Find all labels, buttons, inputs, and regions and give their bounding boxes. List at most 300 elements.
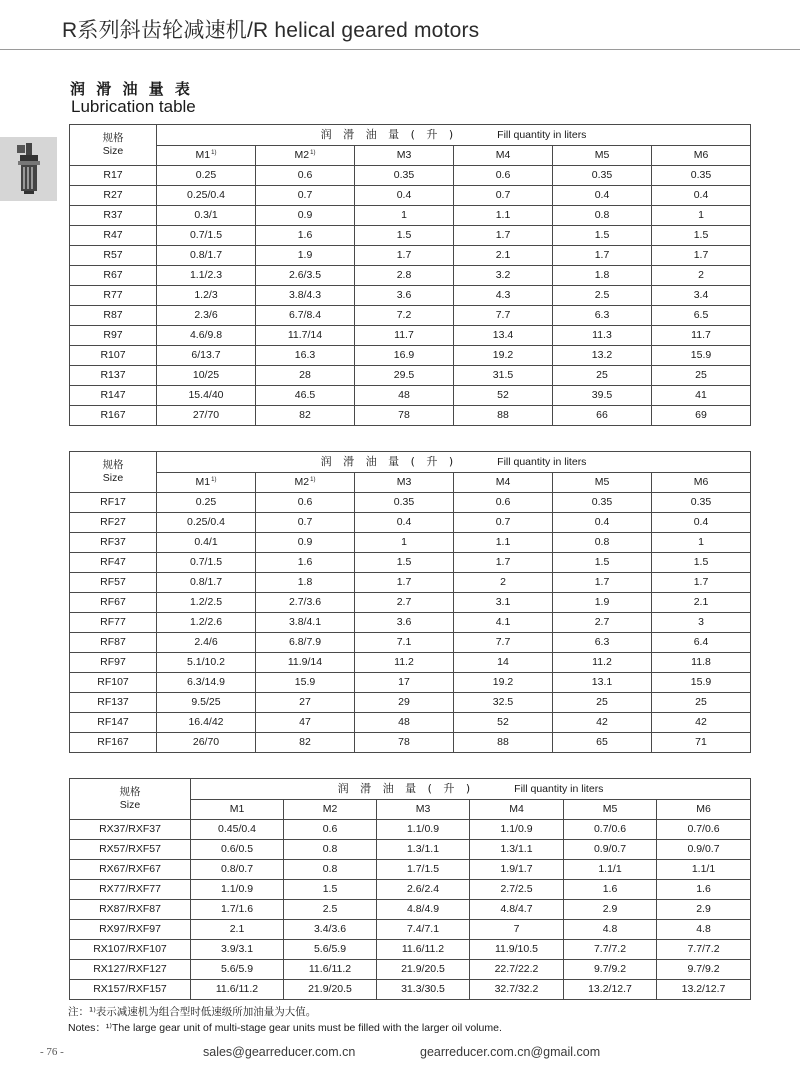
quantity-cell: 1.7 [355, 246, 454, 266]
quantity-cell: 7.7 [454, 306, 553, 326]
table-row [70, 860, 751, 880]
quantity-cell: 16.9 [355, 346, 454, 366]
quantity-cell: 0.4 [652, 513, 751, 533]
col-header-m2: M2 [284, 800, 377, 820]
lubrication-table-r [69, 124, 751, 426]
quantity-cell: 27 [256, 693, 355, 713]
quantity-cell: 0.35 [355, 166, 454, 186]
quantity-cell: 27/70 [157, 406, 256, 426]
quantity-cell: 1 [652, 206, 751, 226]
quantity-cell: 15.9 [256, 673, 355, 693]
col-header-m6: M6 [652, 473, 751, 493]
col-header-m1: M1$^{1)}$ [157, 146, 256, 166]
quantity-cell: 52 [454, 386, 553, 406]
col-header-m6: M6 [652, 146, 751, 166]
size-cell: R107 [70, 346, 157, 366]
quantity-cell: 1.7 [652, 573, 751, 593]
quantity-cell: 13.4 [454, 326, 553, 346]
col-header-m4: M4 [454, 473, 553, 493]
col-header-m5: M5 [553, 473, 652, 493]
quantity-cell: 7.7/7.2 [564, 940, 657, 960]
size-cell: RF37 [70, 533, 157, 553]
col-header-m4: M4 [470, 800, 564, 820]
quantity-cell: 71 [652, 733, 751, 753]
quantity-cell: 1.8 [256, 573, 355, 593]
quantity-cell: 1.2/2.5 [157, 593, 256, 613]
quantity-cell: 4.1 [454, 613, 553, 633]
quantity-cell: 2.4/6 [157, 633, 256, 653]
table-row [70, 286, 751, 306]
col-header-m5: M5 [553, 146, 652, 166]
quantity-cell: 4.8/4.7 [470, 900, 564, 920]
quantity-cell: 1.1/0.9 [470, 820, 564, 840]
quantity-cell: 1.3/1.1 [470, 840, 564, 860]
section-title-en: Lubrication table [71, 97, 196, 116]
col-header-m1: M1 [191, 800, 284, 820]
quantity-cell: 11.9/14 [256, 653, 355, 673]
quantity-cell: 1.9 [256, 246, 355, 266]
quantity-cell: 16.3 [256, 346, 355, 366]
quantity-cell: 3.8/4.3 [256, 286, 355, 306]
quantity-cell: 0.8/1.7 [157, 246, 256, 266]
quantity-cell: 1.5 [652, 553, 751, 573]
quantity-cell: 0.9/0.7 [657, 840, 751, 860]
quantity-cell: 0.6 [454, 493, 553, 513]
size-cell: RF97 [70, 653, 157, 673]
quantity-cell: 11.6/11.2 [284, 960, 377, 980]
table-row [70, 593, 751, 613]
quantity-cell: 0.4 [355, 186, 454, 206]
quantity-cell: 0.4/1 [157, 533, 256, 553]
table-row [70, 346, 751, 366]
quantity-cell: 9.7/9.2 [564, 960, 657, 980]
quantity-cell: 2.9 [564, 900, 657, 920]
quantity-cell: 78 [355, 406, 454, 426]
quantity-cell: 2.1 [652, 593, 751, 613]
table-row [70, 920, 751, 940]
quantity-cell: 6.3 [553, 306, 652, 326]
quantity-cell: 7.4/7.1 [377, 920, 470, 940]
quantity-cell: 0.6 [256, 493, 355, 513]
table-row [70, 166, 751, 186]
header-divider [0, 49, 800, 50]
table-row [70, 366, 751, 386]
footnote-en: Notes：¹⁾The large gear unit of multi-stage gear units must be filled with the larger oil volume. [68, 1022, 502, 1034]
quantity-cell: 19.2 [454, 673, 553, 693]
size-header: 规格 Size [70, 452, 157, 493]
quantity-cell: 10/25 [157, 366, 256, 386]
quantity-cell: 1.2/3 [157, 286, 256, 306]
quantity-cell: 0.7/0.6 [564, 820, 657, 840]
quantity-cell: 0.7 [256, 513, 355, 533]
quantity-cell: 9.7/9.2 [657, 960, 751, 980]
quantity-cell: 15.4/40 [157, 386, 256, 406]
quantity-cell: 7.7 [454, 633, 553, 653]
size-cell: RX97/RXF97 [70, 920, 191, 940]
table-row [70, 246, 751, 266]
quantity-cell: 3.8/4.1 [256, 613, 355, 633]
quantity-cell: 52 [454, 713, 553, 733]
quantity-cell: 11.2 [553, 653, 652, 673]
footnote-cn: 注：¹⁾表示减速机为组合型时低速级所加油量为大值。 [68, 1006, 317, 1018]
quantity-cell: 0.25 [157, 166, 256, 186]
quantity-cell: 13.2/12.7 [564, 980, 657, 1000]
quantity-cell: 6.4 [652, 633, 751, 653]
quantity-cell: 19.2 [454, 346, 553, 366]
quantity-cell: 39.5 [553, 386, 652, 406]
quantity-cell: 5.1/10.2 [157, 653, 256, 673]
col-header-m1: M1$^{1)}$ [157, 473, 256, 493]
quantity-cell: 11.7 [652, 326, 751, 346]
quantity-cell: 1.7 [355, 573, 454, 593]
quantity-cell: 0.9/0.7 [564, 840, 657, 860]
quantity-cell: 5.6/5.9 [191, 960, 284, 980]
quantity-cell: 15.9 [652, 346, 751, 366]
quantity-cell: 0.25 [157, 493, 256, 513]
col-header-m4: M4 [454, 146, 553, 166]
col-header-m2: M2$^{1)}$ [256, 146, 355, 166]
quantity-cell: 2.6/3.5 [256, 266, 355, 286]
size-cell: R47 [70, 226, 157, 246]
size-cell: R137 [70, 366, 157, 386]
quantity-cell: 1 [652, 533, 751, 553]
quantity-cell: 3.4 [652, 286, 751, 306]
quantity-cell: 82 [256, 733, 355, 753]
quantity-cell: 3.4/3.6 [284, 920, 377, 940]
quantity-cell: 3.9/3.1 [191, 940, 284, 960]
table-row [70, 406, 751, 426]
quantity-cell: 2.1 [454, 246, 553, 266]
side-tab [0, 137, 57, 201]
quantity-cell: 1.1 [454, 533, 553, 553]
size-cell: RF27 [70, 513, 157, 533]
quantity-cell: 1 [355, 206, 454, 226]
quantity-cell: 0.7/1.5 [157, 226, 256, 246]
table-row [70, 386, 751, 406]
quantity-cell: 6.7/8.4 [256, 306, 355, 326]
table-row [70, 713, 751, 733]
quantity-cell: 0.25/0.4 [157, 513, 256, 533]
quantity-cell: 0.3/1 [157, 206, 256, 226]
page-header-title: R系列斜齿轮减速机/R helical geared motors [62, 19, 480, 42]
size-cell: RF47 [70, 553, 157, 573]
quantity-cell: 0.8 [553, 206, 652, 226]
table-row [70, 493, 751, 513]
size-cell: R67 [70, 266, 157, 286]
fill-quantity-header: 润 滑 油 量 ( 升 ) Fill quantity in liters [157, 125, 751, 146]
quantity-cell: 0.35 [652, 166, 751, 186]
quantity-cell: 26/70 [157, 733, 256, 753]
quantity-cell: 1.1/2.3 [157, 266, 256, 286]
quantity-cell: 1.7 [553, 246, 652, 266]
quantity-cell: 41 [652, 386, 751, 406]
quantity-cell: 25 [553, 366, 652, 386]
page-number: - 76 - [40, 1046, 64, 1058]
quantity-cell: 1.6 [256, 226, 355, 246]
size-cell: RX157/RXF157 [70, 980, 191, 1000]
quantity-cell: 11.7/14 [256, 326, 355, 346]
size-cell: R37 [70, 206, 157, 226]
quantity-cell: 1.7 [454, 553, 553, 573]
size-cell: RF137 [70, 693, 157, 713]
quantity-cell: 0.6 [284, 820, 377, 840]
quantity-cell: 1.9/1.7 [470, 860, 564, 880]
contact-email[interactable]: sales@gearreducer.com.cn [203, 1045, 356, 1059]
size-cell: R147 [70, 386, 157, 406]
quantity-cell: 3.1 [454, 593, 553, 613]
size-cell: RX77/RXF77 [70, 880, 191, 900]
size-cell: R57 [70, 246, 157, 266]
quantity-cell: 1.1/1 [564, 860, 657, 880]
table-row [70, 820, 751, 840]
quantity-cell: 48 [355, 713, 454, 733]
table-row [70, 226, 751, 246]
quantity-cell: 2.7/2.5 [470, 880, 564, 900]
quantity-cell: 7.7/7.2 [657, 940, 751, 960]
quantity-cell: 0.7 [256, 186, 355, 206]
size-cell: R17 [70, 166, 157, 186]
quantity-cell: 1.1/0.9 [377, 820, 470, 840]
quantity-cell: 0.35 [553, 166, 652, 186]
quantity-cell: 66 [553, 406, 652, 426]
quantity-cell: 1.5 [652, 226, 751, 246]
quantity-cell: 2.5 [553, 286, 652, 306]
quantity-cell: 0.8 [284, 860, 377, 880]
quantity-cell: 1.2/2.6 [157, 613, 256, 633]
table-row [70, 653, 751, 673]
quantity-cell: 1.8 [553, 266, 652, 286]
quantity-cell: 1.7/1.6 [191, 900, 284, 920]
table-row [70, 266, 751, 286]
table-row [70, 733, 751, 753]
size-cell: RX107/RXF107 [70, 940, 191, 960]
table-row [70, 880, 751, 900]
quantity-cell: 3.2 [454, 266, 553, 286]
quantity-cell: 65 [553, 733, 652, 753]
table-row [70, 673, 751, 693]
quantity-cell: 28 [256, 366, 355, 386]
quantity-cell: 2 [652, 266, 751, 286]
quantity-cell: 0.25/0.4 [157, 186, 256, 206]
quantity-cell: 88 [454, 733, 553, 753]
quantity-cell: 48 [355, 386, 454, 406]
quantity-cell: 0.6/0.5 [191, 840, 284, 860]
fill-quantity-header: 润 滑 油 量 ( 升 ) Fill quantity in liters [157, 452, 751, 473]
quantity-cell: 2.8 [355, 266, 454, 286]
table-row [70, 980, 751, 1000]
quantity-cell: 6.3/14.9 [157, 673, 256, 693]
quantity-cell: 0.8/0.7 [191, 860, 284, 880]
quantity-cell: 2.9 [657, 900, 751, 920]
size-cell: RX57/RXF57 [70, 840, 191, 860]
col-header-m3: M3 [355, 473, 454, 493]
quantity-cell: 25 [553, 693, 652, 713]
quantity-cell: 0.4 [652, 186, 751, 206]
quantity-cell: 0.35 [553, 493, 652, 513]
contact-web[interactable]: gearreducer.com.cn@gmail.com [420, 1045, 601, 1059]
quantity-cell: 0.7 [454, 513, 553, 533]
quantity-cell: 2 [454, 573, 553, 593]
quantity-cell: 7 [470, 920, 564, 940]
size-cell: RF147 [70, 713, 157, 733]
quantity-cell: 16.4/42 [157, 713, 256, 733]
quantity-cell: 4.8 [657, 920, 751, 940]
quantity-cell: 32.5 [454, 693, 553, 713]
quantity-cell: 0.8 [553, 533, 652, 553]
quantity-cell: 29 [355, 693, 454, 713]
quantity-cell: 4.8/4.9 [377, 900, 470, 920]
quantity-cell: 3.6 [355, 286, 454, 306]
quantity-cell: 15.9 [652, 673, 751, 693]
size-cell: RF87 [70, 633, 157, 653]
quantity-cell: 1.5 [553, 226, 652, 246]
size-cell: RF17 [70, 493, 157, 513]
quantity-cell: 0.4 [355, 513, 454, 533]
quantity-cell: 2.5 [284, 900, 377, 920]
table-row [70, 306, 751, 326]
col-header-m5: M5 [564, 800, 657, 820]
quantity-cell: 2.7 [355, 593, 454, 613]
quantity-cell: 1.6 [256, 553, 355, 573]
quantity-cell: 2.7 [553, 613, 652, 633]
col-header-m6: M6 [657, 800, 751, 820]
geared-motor-icon [14, 143, 44, 195]
quantity-cell: 21.9/20.5 [377, 960, 470, 980]
fill-quantity-header: 润 滑 油 量 ( 升 ) Fill quantity in liters [191, 779, 751, 800]
quantity-cell: 1.1/1 [657, 860, 751, 880]
quantity-cell: 1.9 [553, 593, 652, 613]
quantity-cell: 1.6 [657, 880, 751, 900]
quantity-cell: 21.9/20.5 [284, 980, 377, 1000]
quantity-cell: 0.9 [256, 206, 355, 226]
quantity-cell: 17 [355, 673, 454, 693]
col-header-m2: M2$^{1)}$ [256, 473, 355, 493]
quantity-cell: 25 [652, 366, 751, 386]
quantity-cell: 2.3/6 [157, 306, 256, 326]
quantity-cell: 42 [652, 713, 751, 733]
quantity-cell: 0.4 [553, 513, 652, 533]
size-cell: RF67 [70, 593, 157, 613]
quantity-cell: 6.8/7.9 [256, 633, 355, 653]
quantity-cell: 11.9/10.5 [470, 940, 564, 960]
size-header: 规格 Size [70, 125, 157, 166]
quantity-cell: 7.2 [355, 306, 454, 326]
table-row [70, 840, 751, 860]
quantity-cell: 42 [553, 713, 652, 733]
size-cell: R87 [70, 306, 157, 326]
size-cell: R27 [70, 186, 157, 206]
quantity-cell: 4.8 [564, 920, 657, 940]
size-cell: R97 [70, 326, 157, 346]
quantity-cell: 2.6/2.4 [377, 880, 470, 900]
table-row [70, 693, 751, 713]
quantity-cell: 0.8 [284, 840, 377, 860]
quantity-cell: 4.3 [454, 286, 553, 306]
section-title-cn: 润 滑 油 量 表 [70, 80, 193, 98]
quantity-cell: 0.4 [553, 186, 652, 206]
quantity-cell: 6/13.7 [157, 346, 256, 366]
quantity-cell: 0.7 [454, 186, 553, 206]
quantity-cell: 29.5 [355, 366, 454, 386]
table-row [70, 533, 751, 553]
table-row [70, 206, 751, 226]
quantity-cell: 11.6/11.2 [191, 980, 284, 1000]
quantity-cell: 22.7/22.2 [470, 960, 564, 980]
quantity-cell: 11.6/11.2 [377, 940, 470, 960]
lubrication-table-rf [69, 451, 751, 753]
size-cell: RF167 [70, 733, 157, 753]
table-row [70, 186, 751, 206]
quantity-cell: 11.3 [553, 326, 652, 346]
lubrication-table-rx [69, 778, 751, 1000]
table-row [70, 633, 751, 653]
size-cell: R167 [70, 406, 157, 426]
quantity-cell: 0.8/1.7 [157, 573, 256, 593]
size-cell: RF57 [70, 573, 157, 593]
table-row [70, 900, 751, 920]
quantity-cell: 7.1 [355, 633, 454, 653]
quantity-cell: 25 [652, 693, 751, 713]
size-header: 规格 Size [70, 779, 191, 820]
quantity-cell: 1.7 [553, 573, 652, 593]
quantity-cell: 1.7 [652, 246, 751, 266]
quantity-cell: 1.5 [284, 880, 377, 900]
table-row [70, 573, 751, 593]
quantity-cell: 1.5 [355, 226, 454, 246]
quantity-cell: 1.3/1.1 [377, 840, 470, 860]
quantity-cell: 6.3 [553, 633, 652, 653]
quantity-cell: 11.7 [355, 326, 454, 346]
quantity-cell: 9.5/25 [157, 693, 256, 713]
size-cell: RF107 [70, 673, 157, 693]
quantity-cell: 6.5 [652, 306, 751, 326]
quantity-cell: 47 [256, 713, 355, 733]
quantity-cell: 78 [355, 733, 454, 753]
quantity-cell: 32.7/32.2 [470, 980, 564, 1000]
table-row [70, 940, 751, 960]
quantity-cell: 5.6/5.9 [284, 940, 377, 960]
quantity-cell: 3 [652, 613, 751, 633]
size-cell: RX127/RXF127 [70, 960, 191, 980]
quantity-cell: 11.8 [652, 653, 751, 673]
quantity-cell: 0.35 [355, 493, 454, 513]
quantity-cell: 0.6 [454, 166, 553, 186]
quantity-cell: 31.5 [454, 366, 553, 386]
quantity-cell: 2.7/3.6 [256, 593, 355, 613]
quantity-cell: 88 [454, 406, 553, 426]
quantity-cell: 0.6 [256, 166, 355, 186]
quantity-cell: 11.2 [355, 653, 454, 673]
quantity-cell: 0.7/0.6 [657, 820, 751, 840]
quantity-cell: 0.9 [256, 533, 355, 553]
quantity-cell: 82 [256, 406, 355, 426]
quantity-cell: 0.7/1.5 [157, 553, 256, 573]
quantity-cell: 69 [652, 406, 751, 426]
col-header-m3: M3 [355, 146, 454, 166]
table-row [70, 513, 751, 533]
quantity-cell: 1.5 [553, 553, 652, 573]
quantity-cell: 0.35 [652, 493, 751, 513]
quantity-cell: 13.2/12.7 [657, 980, 751, 1000]
quantity-cell: 0.45/0.4 [191, 820, 284, 840]
quantity-cell: 13.2 [553, 346, 652, 366]
table-row [70, 613, 751, 633]
quantity-cell: 1.5 [355, 553, 454, 573]
quantity-cell: 1.1/0.9 [191, 880, 284, 900]
size-cell: RX37/RXF37 [70, 820, 191, 840]
table-row [70, 326, 751, 346]
size-cell: RX87/RXF87 [70, 900, 191, 920]
